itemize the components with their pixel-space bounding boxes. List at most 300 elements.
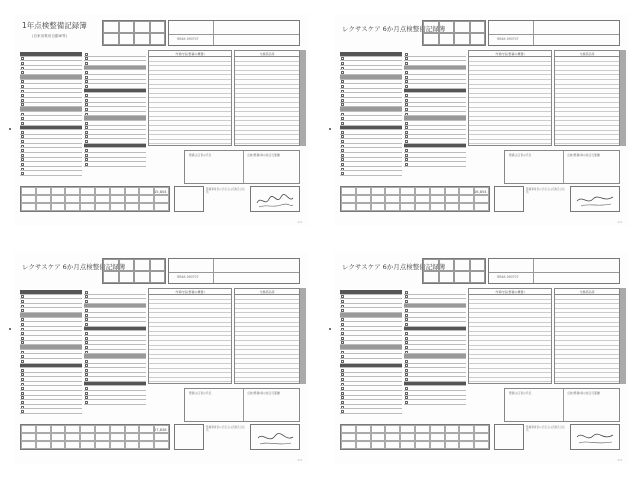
- check-box: [341, 351, 344, 354]
- replaced-parts-header: 交換部品等: [555, 289, 619, 295]
- grid-cell: [400, 203, 415, 211]
- checklist-row: [20, 409, 82, 414]
- sheet-subtitle: (自家用乗用自動車等): [32, 34, 68, 38]
- grid-cell: [21, 187, 36, 195]
- grid-cell: [385, 187, 400, 195]
- check-box: [21, 387, 24, 390]
- check-box: [405, 149, 408, 152]
- grid-cell: [80, 203, 95, 211]
- grid-cell: [459, 441, 474, 449]
- ruled-line: [149, 140, 231, 145]
- grid-cell: [371, 203, 386, 211]
- side-tab: [620, 50, 626, 146]
- check-box: [21, 57, 24, 60]
- check-box: [341, 392, 344, 395]
- replaced-parts-panel: [554, 288, 620, 384]
- replaced-parts-panel: [234, 288, 300, 384]
- side-tab: [300, 50, 306, 146]
- check-box: [21, 71, 24, 74]
- check-box: [85, 99, 88, 102]
- grid-cell: [356, 187, 371, 195]
- check-box: [341, 378, 344, 381]
- grid-cell: [125, 441, 140, 449]
- check-box: [21, 158, 24, 161]
- grid-cell: [430, 425, 445, 433]
- grid-cell: [51, 425, 66, 433]
- work-summary-header: 作業内容(整備の概要): [469, 51, 551, 57]
- grid-cell: [430, 433, 445, 441]
- mechanic-name-label: 整備主任者の氏名: [509, 153, 532, 157]
- company-stamp: [494, 186, 524, 212]
- check-box: [85, 76, 88, 79]
- check-box: [405, 154, 408, 157]
- check-box: [405, 57, 408, 60]
- grid-cell: [459, 433, 474, 441]
- notes-box: [504, 388, 620, 422]
- grid-cell: [65, 425, 80, 433]
- grid-cell: [474, 441, 489, 449]
- grid-cell: [445, 425, 460, 433]
- grid-cell: [415, 441, 430, 449]
- check-box: [405, 80, 408, 83]
- check-box: [341, 369, 344, 372]
- measurement-grid: [340, 424, 490, 450]
- check-box: [405, 341, 408, 344]
- grid-cell: [65, 187, 80, 195]
- odometer-value: 27,836: [154, 428, 167, 432]
- signature-box: [250, 186, 300, 212]
- check-box: [21, 373, 24, 376]
- replaced-parts-header: 交換部品等: [235, 51, 299, 57]
- check-box: [21, 378, 24, 381]
- check-box: [405, 332, 408, 335]
- check-box: [21, 122, 24, 125]
- grid-cell: [80, 433, 95, 441]
- check-box: [341, 131, 344, 134]
- grid-cell: [21, 425, 36, 433]
- replaced-parts-panel: [554, 50, 620, 146]
- inspection-record-sheet: [14, 252, 308, 464]
- check-box: [405, 158, 408, 161]
- check-box: [405, 62, 408, 65]
- check-box: [405, 401, 408, 404]
- check-box: [85, 337, 88, 340]
- check-box: [341, 168, 344, 171]
- check-box: [341, 373, 344, 376]
- vehicle-info-grid: [422, 258, 486, 284]
- check-box: [405, 387, 408, 390]
- ruled-line: [469, 140, 551, 145]
- vehicle-code: RB48-990T07: [177, 275, 199, 279]
- check-box: [85, 318, 88, 321]
- grid-cell: [341, 195, 356, 203]
- notes-box: [184, 150, 300, 184]
- grid-cell: [51, 203, 66, 211]
- replaced-parts-header: 交換部品等: [235, 289, 299, 295]
- grid-cell: [36, 195, 51, 203]
- check-box: [21, 406, 24, 409]
- check-box: [405, 346, 408, 349]
- side-tab: [300, 288, 306, 384]
- check-box: [21, 295, 24, 298]
- grid-cell: [356, 425, 371, 433]
- checklist-column-left: [340, 290, 402, 414]
- ruled-line: [149, 378, 231, 383]
- check-box: [85, 94, 88, 97]
- checklist-column-right: [404, 52, 466, 167]
- mileage-label: 点検(整備)時の総走行距離: [247, 391, 280, 395]
- grid-cell: [356, 433, 371, 441]
- grid-cell: [65, 441, 80, 449]
- mileage-label: 点検(整備)時の総走行距離: [567, 153, 600, 157]
- grid-cell: [371, 195, 386, 203]
- check-box: [341, 117, 344, 120]
- check-box: [21, 103, 24, 106]
- check-box: [405, 337, 408, 340]
- page-number: 1/1: [297, 458, 302, 462]
- check-box: [405, 378, 408, 381]
- check-box: [21, 85, 24, 88]
- check-box: [21, 383, 24, 386]
- check-box: [85, 332, 88, 335]
- grid-cell: [356, 203, 371, 211]
- check-box: [85, 346, 88, 349]
- vehicle-code: RB48-990T07: [177, 37, 199, 41]
- mechanic-name-label: 整備主任者の氏名: [509, 391, 532, 395]
- check-box: [405, 99, 408, 102]
- grid-cell: [95, 425, 110, 433]
- check-box: [341, 149, 344, 152]
- check-box: [85, 401, 88, 404]
- check-box: [405, 314, 408, 317]
- grid-cell: [110, 433, 125, 441]
- grid-cell: [154, 195, 169, 203]
- check-box: [85, 131, 88, 134]
- check-box: [405, 135, 408, 138]
- vehicle-info-grid: [102, 258, 166, 284]
- replaced-parts-header: 交換部品等: [555, 51, 619, 57]
- measurement-grid: [20, 424, 170, 450]
- grid-cell: [341, 203, 356, 211]
- grid-cell: [445, 203, 460, 211]
- vehicle-code: RB48-990T07: [497, 37, 519, 41]
- checklist-row: [340, 409, 402, 414]
- checklist-row: [20, 171, 82, 176]
- check-box: [405, 360, 408, 363]
- owner-info-box: [168, 20, 300, 46]
- measurement-grid: [20, 186, 170, 212]
- measurement-grid: [340, 186, 490, 212]
- inspection-record-sheet: [334, 14, 628, 226]
- check-box: [85, 314, 88, 317]
- check-box: [405, 396, 408, 399]
- check-box: [21, 135, 24, 138]
- grid-cell: [415, 187, 430, 195]
- grid-cell: [445, 187, 460, 195]
- grid-cell: [125, 195, 140, 203]
- check-box: [405, 53, 408, 56]
- vehicle-info-grid: [422, 20, 486, 46]
- grid-cell: [356, 195, 371, 203]
- check-box: [405, 291, 408, 294]
- check-box: [341, 401, 344, 404]
- ruled-line: [235, 378, 299, 383]
- check-box: [21, 337, 24, 340]
- grid-cell: [445, 433, 460, 441]
- odometer-value: 16,854: [474, 190, 487, 194]
- signature-scribble: [255, 191, 295, 209]
- grid-cell: [371, 425, 386, 433]
- check-box: [405, 94, 408, 97]
- check-box: [405, 295, 408, 298]
- check-box: [85, 108, 88, 111]
- ruled-line: [555, 378, 619, 383]
- check-box: [341, 295, 344, 298]
- sheet-title: 1年点検整備記録簿: [22, 21, 87, 30]
- grid-cell: [125, 433, 140, 441]
- check-box: [341, 360, 344, 363]
- grid-cell: [110, 441, 125, 449]
- work-summary-panel: [468, 288, 552, 384]
- grid-cell: [95, 433, 110, 441]
- check-box: [21, 323, 24, 326]
- grid-cell: [95, 203, 110, 211]
- work-summary-panel: [148, 50, 232, 146]
- grid-cell: [415, 433, 430, 441]
- check-box: [85, 295, 88, 298]
- checklist-row: [404, 162, 466, 167]
- check-box: [21, 410, 24, 413]
- mileage-label: 点検(整備)時の総走行距離: [247, 153, 280, 157]
- check-box: [85, 71, 88, 74]
- grid-cell: [341, 425, 356, 433]
- checklist-row: [84, 400, 146, 405]
- check-box: [341, 383, 344, 386]
- grid-cell: [65, 195, 80, 203]
- grid-cell: [110, 187, 125, 195]
- check-box: [85, 360, 88, 363]
- check-box: [85, 373, 88, 376]
- checklist-row: [340, 171, 402, 176]
- mileage-label: 点検(整備)時の総走行距離: [567, 391, 600, 395]
- check-box: [405, 309, 408, 312]
- margin-mark: [9, 128, 11, 130]
- grid-cell: [385, 425, 400, 433]
- check-box: [341, 135, 344, 138]
- checklist-column-right: [84, 52, 146, 167]
- check-box: [21, 392, 24, 395]
- work-summary-header: 作業内容(整備の概要): [149, 51, 231, 57]
- company-stamp: [494, 424, 524, 450]
- sheet-title: レクサスケア 6か月点検整備記録簿: [342, 263, 446, 271]
- grid-cell: [154, 433, 169, 441]
- work-summary-panel: [468, 50, 552, 146]
- check-box: [341, 406, 344, 409]
- mechanic-name-label: 整備主任者の氏名: [189, 391, 212, 395]
- grid-cell: [139, 433, 154, 441]
- grid-cell: [371, 187, 386, 195]
- grid-cell: [36, 203, 51, 211]
- grid-cell: [474, 433, 489, 441]
- check-box: [405, 85, 408, 88]
- check-box: [405, 300, 408, 303]
- check-box: [21, 90, 24, 93]
- sheet-title: レクサスケア 6か月点検整備記録簿: [22, 263, 126, 271]
- check-box: [341, 337, 344, 340]
- ruled-line: [469, 378, 551, 383]
- grid-cell: [400, 425, 415, 433]
- check-box: [341, 300, 344, 303]
- grid-cell: [110, 203, 125, 211]
- grid-cell: [36, 433, 51, 441]
- check-box: [405, 103, 408, 106]
- grid-cell: [125, 187, 140, 195]
- shop-info-label: 整備事業者の氏名又は名称及び住所: [206, 426, 245, 433]
- grid-cell: [110, 425, 125, 433]
- check-box: [21, 360, 24, 363]
- check-box: [405, 76, 408, 79]
- margin-mark: [9, 328, 11, 330]
- grid-cell: [21, 203, 36, 211]
- grid-cell: [95, 195, 110, 203]
- vehicle-code: RB48-990T07: [497, 275, 519, 279]
- grid-cell: [21, 441, 36, 449]
- grid-cell: [51, 433, 66, 441]
- check-box: [341, 145, 344, 148]
- signature-scribble: [575, 429, 615, 447]
- checklist-column-right: [404, 290, 466, 405]
- grid-cell: [371, 433, 386, 441]
- check-box: [85, 364, 88, 367]
- ruled-line: [555, 140, 619, 145]
- check-box: [21, 305, 24, 308]
- grid-cell: [474, 195, 489, 203]
- grid-cell: [125, 203, 140, 211]
- check-box: [341, 309, 344, 312]
- check-box: [85, 387, 88, 390]
- grid-cell: [36, 187, 51, 195]
- check-box: [85, 113, 88, 116]
- grid-cell: [430, 441, 445, 449]
- check-box: [341, 71, 344, 74]
- mechanic-name-label: 整備主任者の氏名: [189, 153, 212, 157]
- ruled-line: [235, 140, 299, 145]
- check-box: [85, 62, 88, 65]
- grid-cell: [385, 441, 400, 449]
- grid-cell: [430, 195, 445, 203]
- check-box: [341, 355, 344, 358]
- grid-cell: [80, 195, 95, 203]
- grid-cell: [65, 203, 80, 211]
- grid-cell: [139, 203, 154, 211]
- check-box: [85, 351, 88, 354]
- check-box: [21, 140, 24, 143]
- check-box: [85, 158, 88, 161]
- check-box: [341, 328, 344, 331]
- check-box: [85, 378, 88, 381]
- grid-cell: [445, 195, 460, 203]
- check-box: [341, 85, 344, 88]
- grid-cell: [80, 441, 95, 449]
- grid-cell: [459, 203, 474, 211]
- grid-cell: [51, 441, 66, 449]
- check-box: [341, 94, 344, 97]
- check-box: [405, 392, 408, 395]
- grid-cell: [445, 441, 460, 449]
- checklist-column-left: [20, 290, 82, 414]
- grid-cell: [139, 441, 154, 449]
- check-box: [341, 80, 344, 83]
- notes-box: [504, 150, 620, 184]
- check-box: [85, 103, 88, 106]
- check-box: [341, 103, 344, 106]
- work-summary-panel: [148, 288, 232, 384]
- grid-cell: [400, 195, 415, 203]
- check-box: [341, 305, 344, 308]
- check-box: [21, 401, 24, 404]
- check-box: [21, 80, 24, 83]
- grid-cell: [400, 441, 415, 449]
- replaced-parts-panel: [234, 50, 300, 146]
- check-box: [21, 351, 24, 354]
- check-box: [21, 168, 24, 171]
- check-box: [85, 140, 88, 143]
- grid-cell: [80, 187, 95, 195]
- grid-cell: [154, 203, 169, 211]
- grid-cell: [459, 187, 474, 195]
- check-box: [85, 80, 88, 83]
- grid-cell: [385, 433, 400, 441]
- check-box: [405, 126, 408, 129]
- grid-cell: [430, 203, 445, 211]
- grid-cell: [36, 425, 51, 433]
- check-box: [405, 108, 408, 111]
- owner-info-box: [488, 20, 620, 46]
- signature-box: [570, 424, 620, 450]
- check-box: [341, 323, 344, 326]
- check-box: [21, 94, 24, 97]
- signature-box: [250, 424, 300, 450]
- grid-cell: [415, 425, 430, 433]
- check-box: [21, 300, 24, 303]
- check-box: [21, 318, 24, 321]
- grid-cell: [125, 425, 140, 433]
- grid-cell: [21, 433, 36, 441]
- odometer-value: 15,804: [154, 190, 167, 194]
- checklist-column-left: [340, 52, 402, 176]
- check-box: [405, 140, 408, 143]
- work-summary-header: 作業内容(整備の概要): [149, 289, 231, 295]
- grid-cell: [139, 425, 154, 433]
- grid-cell: [341, 433, 356, 441]
- check-box: [85, 369, 88, 372]
- grid-cell: [474, 203, 489, 211]
- check-box: [85, 154, 88, 157]
- grid-cell: [51, 195, 66, 203]
- check-box: [21, 396, 24, 399]
- grid-cell: [65, 433, 80, 441]
- checklist-column-right: [84, 290, 146, 405]
- check-box: [85, 53, 88, 56]
- checklist-column-left: [20, 52, 82, 176]
- check-box: [341, 318, 344, 321]
- check-box: [21, 117, 24, 120]
- page-number: 1/1: [617, 220, 622, 224]
- check-box: [341, 67, 344, 70]
- checklist-row: [84, 162, 146, 167]
- grid-cell: [341, 441, 356, 449]
- grid-cell: [474, 425, 489, 433]
